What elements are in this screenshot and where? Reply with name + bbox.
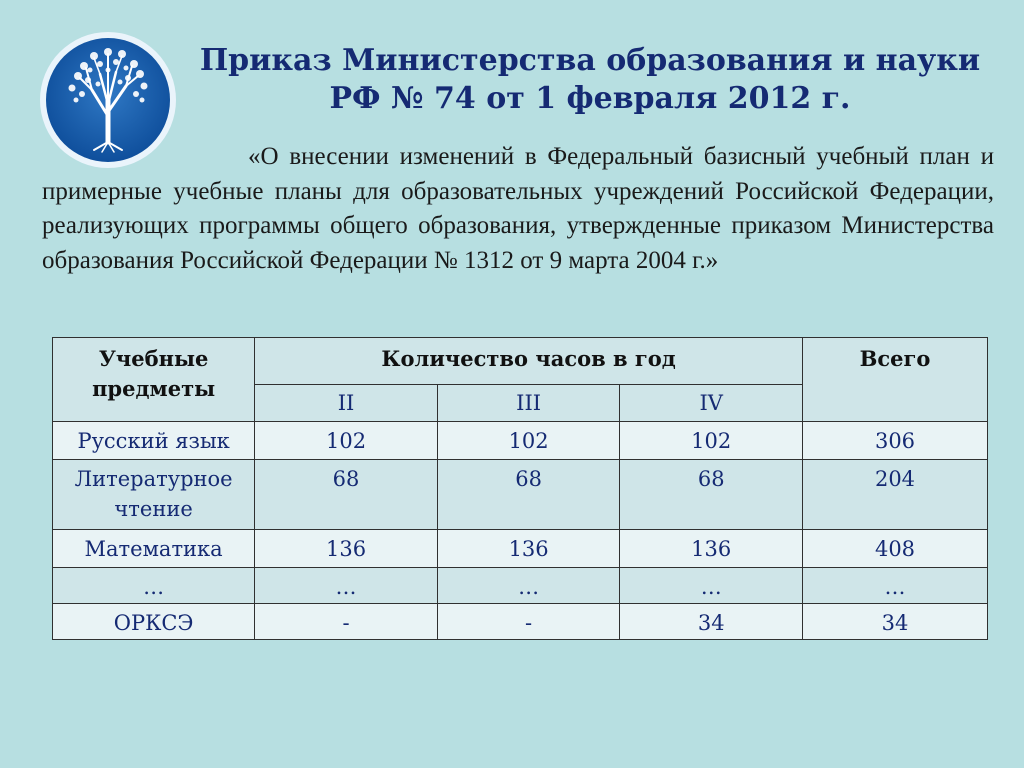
total-cell: 306 (803, 422, 988, 460)
total-cell: 34 (803, 604, 988, 640)
hours-table (52, 337, 988, 640)
subject-cell: Литературное чтение (53, 460, 255, 530)
grade-iv-cell: 34 (620, 604, 803, 640)
subject-cell: ОРКСЭ (53, 604, 255, 640)
title-line-1: Приказ Министерства образования и науки (199, 43, 981, 78)
subject-cell: … (53, 568, 255, 604)
grade-iii-cell: … (437, 568, 620, 604)
grade-ii-cell: 68 (255, 460, 438, 530)
grade-iv-cell: 136 (620, 530, 803, 568)
order-description: «О внесении изменений в Федеральный базисный учебный план и примерные учебные планы для образовательных учреждений Российской Федерации, реализующих программы общего образования, утвержденные приказом Министерства образования Российской Федерации № 1312 от 9 марта 2004 г.» (42, 143, 994, 274)
grade-iv-cell: 102 (620, 422, 803, 460)
total-cell: … (803, 568, 988, 604)
table-row (53, 422, 988, 460)
header-hours-per-year: Количество часов в год (255, 338, 803, 385)
table-row (53, 530, 988, 568)
title-line-2: РФ № 74 от 1 февраля 2012 г. (329, 81, 851, 116)
grade-iv-cell: … (620, 568, 803, 604)
table-row (53, 604, 988, 640)
table-header-row (53, 338, 988, 385)
grade-iv-cell: 68 (620, 460, 803, 530)
subject-cell: Математика (53, 530, 255, 568)
grade-ii-cell: - (255, 604, 438, 640)
grade-iii-cell: 102 (437, 422, 620, 460)
header-grade-iv: IV (620, 385, 803, 422)
header-grade-ii: II (255, 385, 438, 422)
total-cell: 408 (803, 530, 988, 568)
grade-ii-cell: 102 (255, 422, 438, 460)
total-cell: 204 (803, 460, 988, 530)
grade-ii-cell: 136 (255, 530, 438, 568)
grade-iii-cell: - (437, 604, 620, 640)
grade-iii-cell: 68 (437, 460, 620, 530)
table-row (53, 460, 988, 530)
table-row (53, 568, 988, 604)
grade-ii-cell: … (255, 568, 438, 604)
hours-table-wrapper (52, 337, 988, 640)
header-grade-iii: III (437, 385, 620, 422)
grade-iii-cell: 136 (437, 530, 620, 568)
header-subjects: Учебные предметы (53, 338, 255, 422)
header-total: Всего (803, 338, 988, 422)
subject-cell: Русский язык (53, 422, 255, 460)
page-title (180, 42, 1000, 118)
